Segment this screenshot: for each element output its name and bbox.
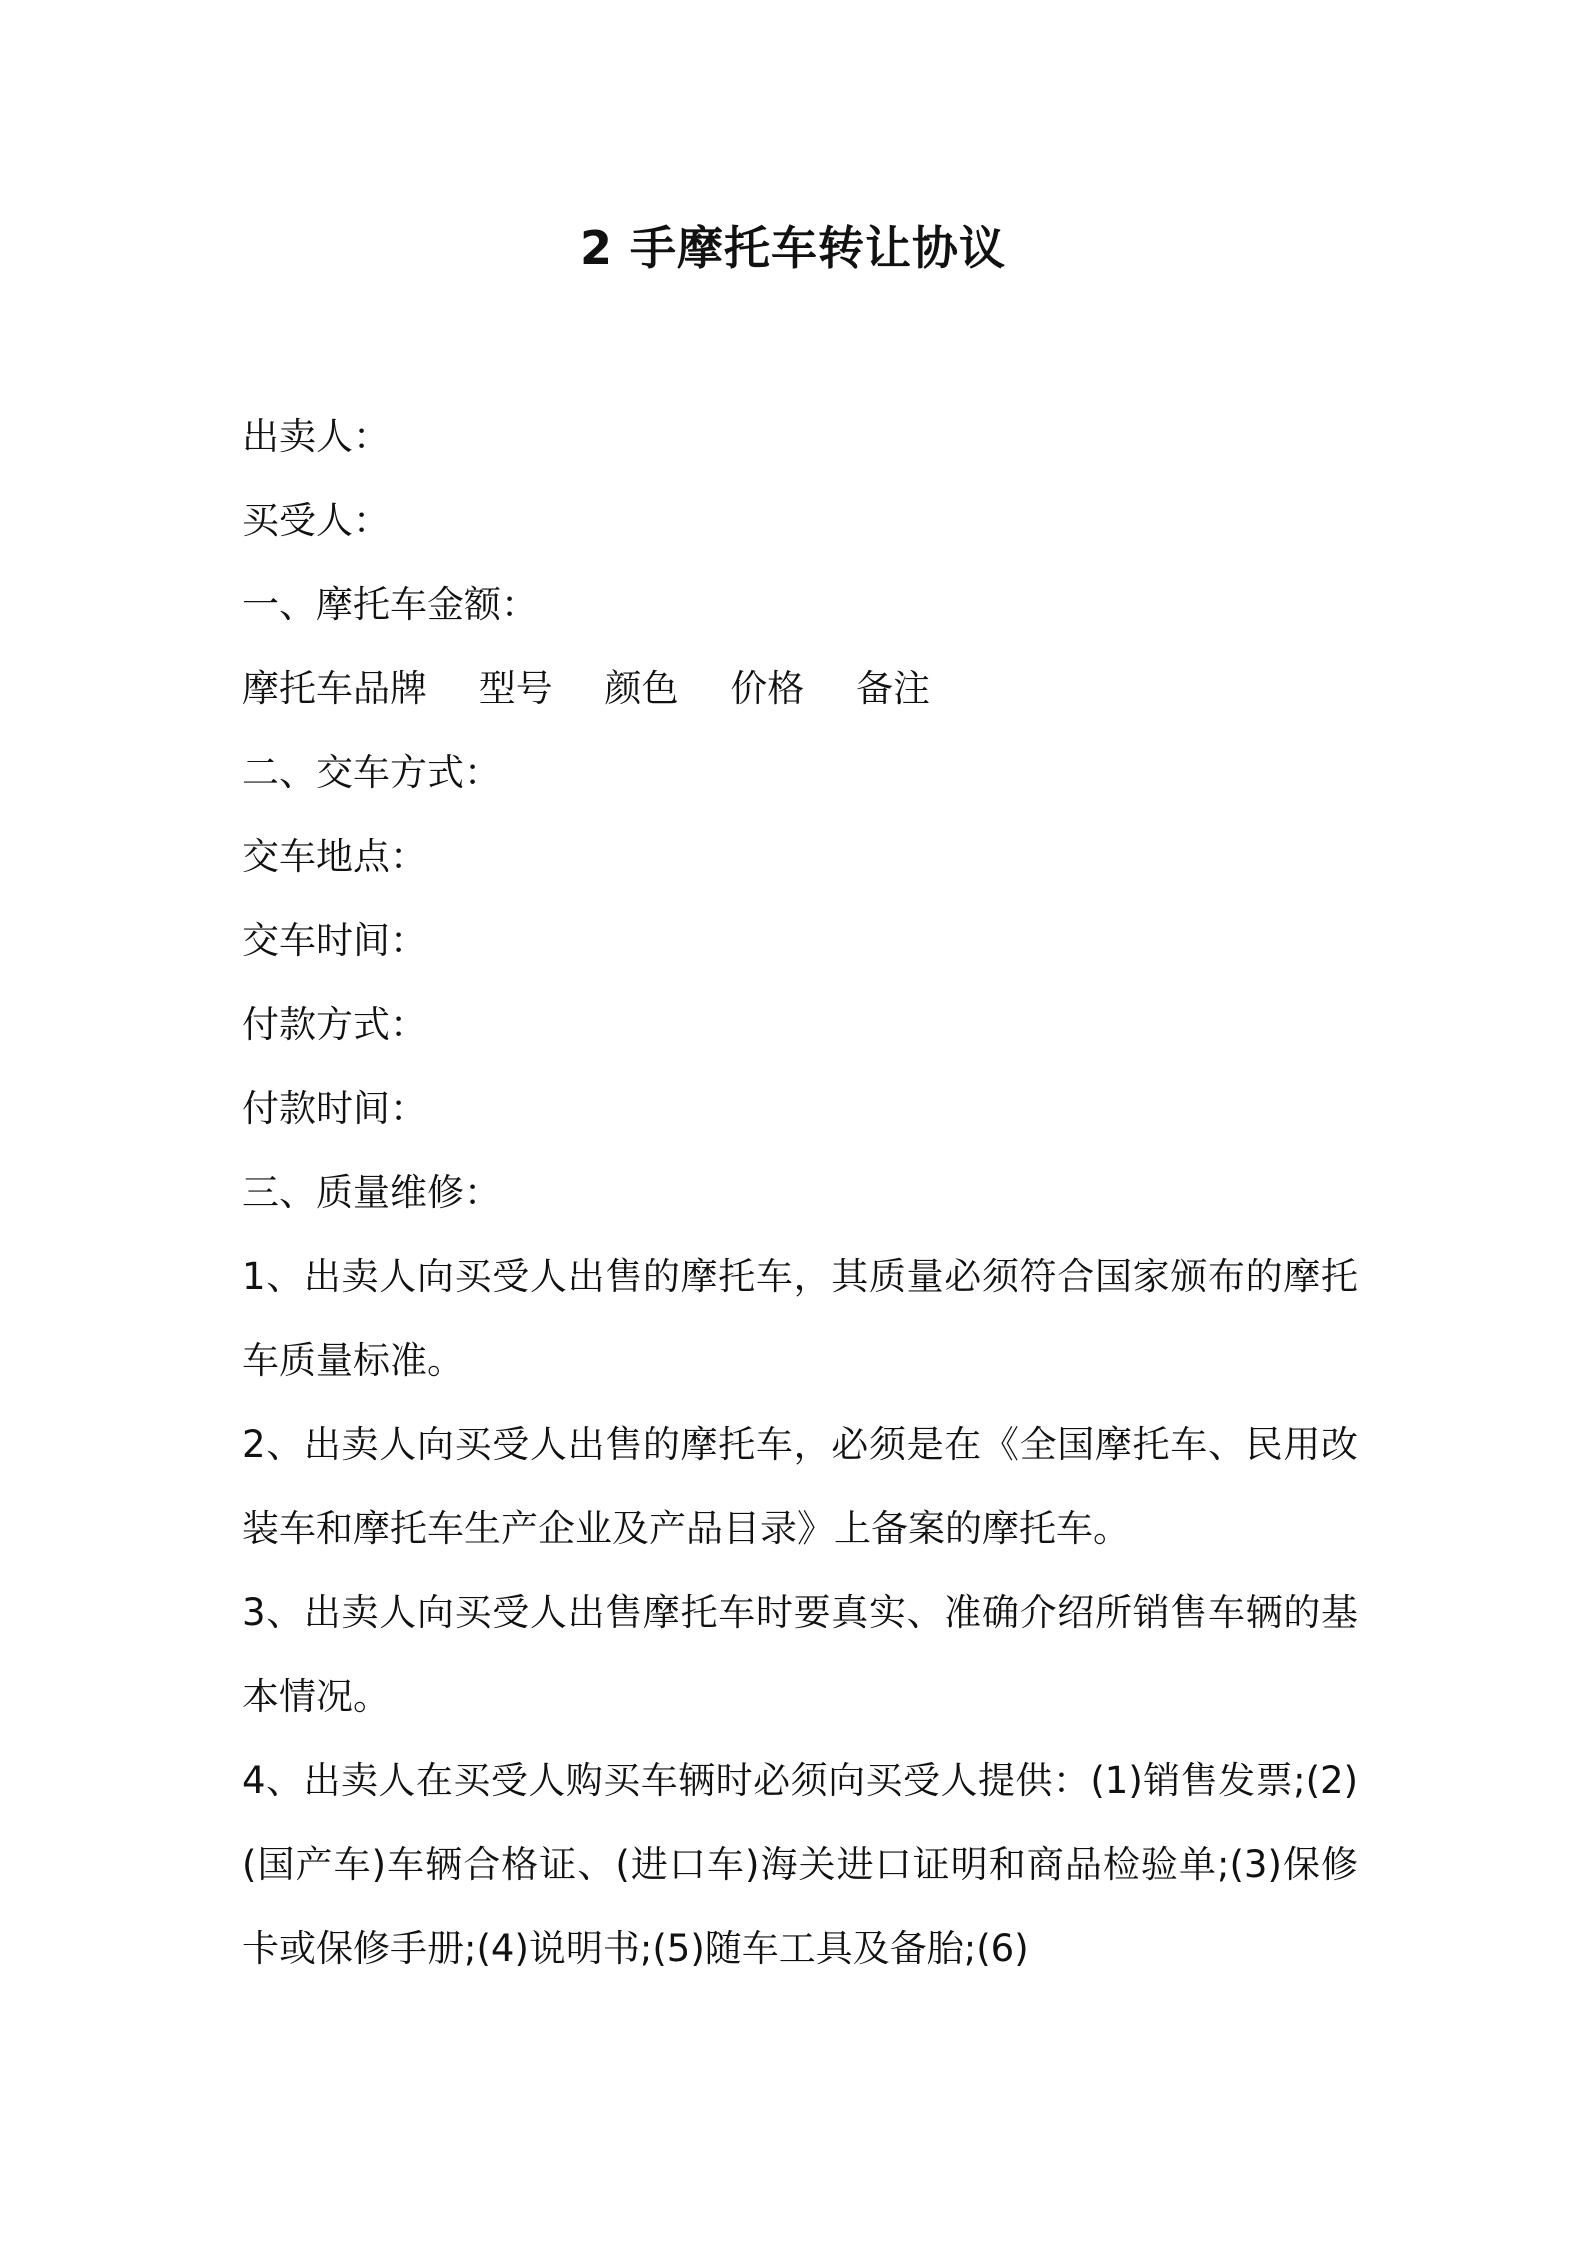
delivery-location-label: 交车地点： [242,835,427,878]
delivery-time-label: 交车时间： [242,919,427,962]
column-header-price: 价格 [730,667,805,710]
column-header-remarks: 备注 [856,667,931,710]
buyer-label: 买受人： [242,499,390,542]
document-title: 2 手摩托车转让协议 [579,221,1007,275]
column-header-brand: 摩托车品牌 [242,667,427,710]
payment-time-label: 付款时间： [242,1087,427,1130]
payment-method-label: 付款方式： [242,1003,427,1046]
document-body [242,395,1358,1991]
seller-label: 出卖人： [242,415,390,458]
clause-1: 1、出卖人向买受人出售的摩托车，其质量必须符合国家颁布的摩托车质量标准。 [242,1255,1358,1382]
column-header-color: 颜色 [604,667,679,710]
section-3-heading: 三、质量维修： [242,1171,501,1214]
price-table-header [242,647,1358,731]
column-header-model: 型号 [478,667,553,710]
clause-3: 3、出卖人向买受人出售摩托车时要真实、准确介绍所销售车辆的基本情况。 [242,1591,1358,1718]
section-2-heading: 二、交车方式： [242,751,501,794]
clause-2: 2、出卖人向买受人出售的摩托车，必须是在《全国摩托车、民用改装车和摩托车生产企业及产品目录》上备案的摩托车。 [242,1423,1358,1550]
clause-4: 4、出卖人在买受人购买车辆时必须向买受人提供：(1)销售发票;(2)(国产车)车辆合格证、(进口车)海关进口证明和商品检验单;(3)保修卡或保修手册;(4)说明书;(5)随车工具及备胎;(6) [242,1759,1358,1970]
section-1-heading: 一、摩托车金额： [242,583,538,626]
